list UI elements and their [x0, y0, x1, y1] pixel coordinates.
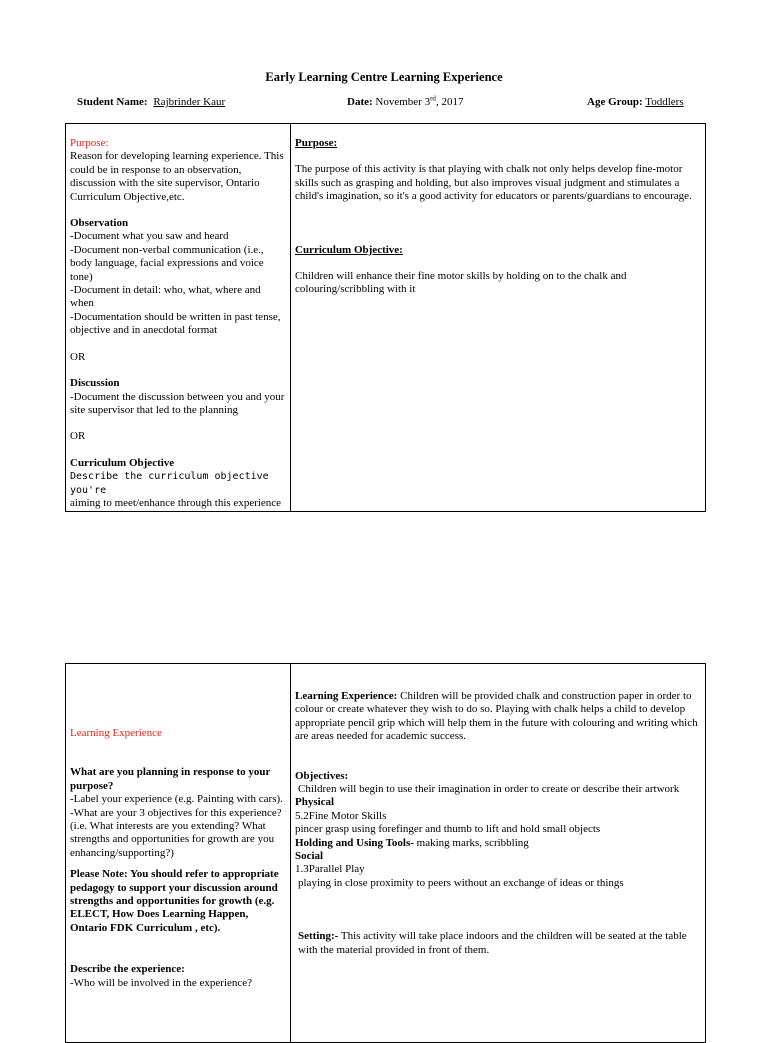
- learning-response-cell: [291, 664, 706, 1043]
- social-heading: Social: [295, 850, 324, 863]
- purpose-response-cell: [291, 124, 706, 512]
- describe-item: -Who will be involved in the experience?: [70, 976, 253, 989]
- pedagogy-note: Please Note: You should refer to appropriate pedagogy to support your discussion around strengths and opportunities for growth (e.g. ELECT, How Does Learning Happen, Ontario FDK Curriculum , etc).: [70, 868, 279, 934]
- physical-heading: Physical: [295, 796, 335, 809]
- student-name-label: Student Name:: [77, 96, 148, 108]
- curriculum-objective-heading: Curriculum Objective:: [295, 243, 403, 256]
- or-separator: OR: [70, 430, 86, 443]
- student-name-field: [77, 96, 225, 108]
- observation-item: -Document what you saw and heard: [70, 230, 229, 243]
- learning-guidance-cell: [66, 664, 291, 1043]
- purpose-heading: Purpose:: [295, 137, 338, 149]
- observation-item: -Documentation should be written in past tense, objective and in anecdotal format: [70, 310, 281, 337]
- age-group-value: Toddlers: [645, 96, 684, 108]
- learning-experience-paragraph: Learning Experience: Children will be provided chalk and construction paper in order to colour or create whatever they wish to do so. Playing with chalk helps a child to develop appropriate pencil grip which will help them in the future with colouring and writing which are areas needed for academic success.: [295, 690, 698, 743]
- physical-text: pincer grasp using forefinger and thumb to lift and hold small objects: [295, 823, 601, 836]
- social-item: 1.3Parallel Play: [295, 863, 365, 876]
- physical-item: 5.2Fine Motor Skills: [295, 809, 387, 822]
- objectives-heading: Objectives:: [295, 769, 349, 782]
- document-title: Early Learning Centre Learning Experience: [265, 70, 503, 84]
- or-separator: OR: [70, 350, 86, 363]
- observation-item: -Document in detail: who, what, where and when: [70, 284, 261, 310]
- age-group-field: [587, 96, 684, 108]
- objectives-text: Children will begin to use their imagination in order to create or describe their artwork: [298, 783, 680, 796]
- holding-tools-line: Holding and Using Tools- making marks, scribbling: [295, 836, 529, 849]
- curriculum-guidance-text-cont: aiming to meet/enhance through this experience: [70, 496, 282, 509]
- setting-paragraph: Setting:- This activity will take place indoors and the children will be seated at the table with the material provided in front of them.: [298, 930, 687, 956]
- learning-experience-table: [65, 663, 706, 1043]
- student-name-value: Rajbrinder Kaur: [153, 96, 226, 108]
- observation-heading: Observation: [70, 217, 129, 230]
- purpose-guidance-text: Reason for developing learning experience. This could be in response to an observation, discussion with the site supervisor, Ontario Curriculum Objective,etc.: [70, 150, 284, 203]
- date-value: November 3rd, 2017: [375, 94, 464, 108]
- purpose-text: The purpose of this activity is that playing with chalk not only helps develop fine-motor skills such as grasping and holding, but also improves visual judgment and stimulates a child's imagination, so it's a good activity for educators or parents/guardians to encourage.: [295, 163, 692, 203]
- planning-question: What are you planning in response to your purpose?: [70, 766, 271, 792]
- describe-heading: Describe the experience:: [70, 963, 185, 976]
- purpose-guidance-heading: Purpose:: [70, 137, 109, 149]
- planning-item: -Label your experience (e.g. Painting with cars).: [70, 793, 283, 806]
- purpose-table: [65, 123, 706, 512]
- curriculum-guidance-heading: Curriculum Objective: [70, 456, 175, 469]
- curriculum-guidance-text: Describe the curriculum objective you're: [70, 471, 269, 496]
- purpose-guidance-cell: [66, 124, 291, 512]
- curriculum-objective-text: Children will enhance their fine motor skills by holding on to the chalk and colouring/scribbling with it: [295, 270, 627, 296]
- age-group-label: Age Group:: [587, 96, 643, 108]
- discussion-heading: Discussion: [70, 377, 120, 390]
- social-text: playing in close proximity to peers without an exchange of ideas or things: [298, 876, 624, 889]
- date-field: [347, 96, 463, 108]
- planning-item: -What are your 3 objectives for this experience? (i.e. What interests are you extending? What strengths and opportunities for growth are you enhancing/supporting?): [70, 806, 282, 859]
- learning-experience-guidance-heading: Learning Experience: [70, 727, 162, 739]
- date-label: Date:: [347, 96, 373, 108]
- observation-item: -Document non-verbal communication (i.e., body language, facial expressions and voice tone): [70, 243, 264, 283]
- discussion-text: -Document the discussion between you and your site supervisor that led to the planning: [70, 390, 285, 416]
